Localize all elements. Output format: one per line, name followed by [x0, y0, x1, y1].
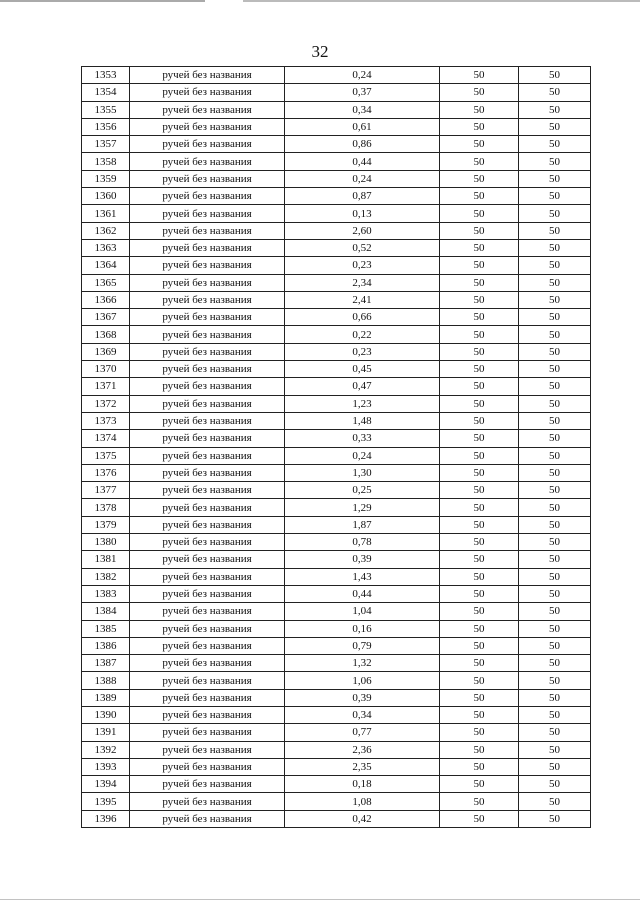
stream-name-cell: ручей без названия: [130, 291, 285, 308]
value-cell-1: 50: [440, 257, 519, 274]
stream-name-cell: ручей без названия: [130, 188, 285, 205]
value-cell-1: 50: [440, 84, 519, 101]
length-cell: 0,25: [285, 482, 440, 499]
value-cell-2: 50: [519, 326, 591, 343]
value-cell-1: 50: [440, 776, 519, 793]
table-row: [82, 153, 591, 170]
stream-name-cell: ручей без названия: [130, 706, 285, 723]
length-cell: 0,37: [285, 84, 440, 101]
row-number-cell: 1396: [82, 810, 130, 827]
row-number-cell: 1361: [82, 205, 130, 222]
value-cell-2: 50: [519, 361, 591, 378]
length-cell: 0,34: [285, 101, 440, 118]
length-cell: 0,16: [285, 620, 440, 637]
value-cell-1: 50: [440, 274, 519, 291]
value-cell-1: 50: [440, 534, 519, 551]
row-number-cell: 1358: [82, 153, 130, 170]
row-number-cell: 1384: [82, 603, 130, 620]
table-row: [82, 309, 591, 326]
value-cell-1: 50: [440, 758, 519, 775]
table-row: [82, 257, 591, 274]
value-cell-2: 50: [519, 482, 591, 499]
value-cell-2: 50: [519, 101, 591, 118]
value-cell-1: 50: [440, 603, 519, 620]
table-row: [82, 343, 591, 360]
value-cell-1: 50: [440, 170, 519, 187]
value-cell-1: 50: [440, 724, 519, 741]
value-cell-1: 50: [440, 153, 519, 170]
stream-name-cell: ручей без названия: [130, 551, 285, 568]
row-number-cell: 1393: [82, 758, 130, 775]
row-number-cell: 1368: [82, 326, 130, 343]
length-cell: 0,39: [285, 551, 440, 568]
value-cell-1: 50: [440, 551, 519, 568]
value-cell-2: 50: [519, 188, 591, 205]
table-row: [82, 239, 591, 256]
row-number-cell: 1354: [82, 84, 130, 101]
stream-name-cell: ручей без названия: [130, 136, 285, 153]
length-cell: 0,34: [285, 706, 440, 723]
row-number-cell: 1364: [82, 257, 130, 274]
value-cell-2: 50: [519, 464, 591, 481]
value-cell-2: 50: [519, 810, 591, 827]
value-cell-1: 50: [440, 412, 519, 429]
table-row: [82, 222, 591, 239]
value-cell-1: 50: [440, 482, 519, 499]
table-row: [82, 395, 591, 412]
scan-bottom-rule: [0, 899, 640, 900]
value-cell-2: 50: [519, 793, 591, 810]
row-number-cell: 1356: [82, 118, 130, 135]
table-row: [82, 101, 591, 118]
length-cell: 0,24: [285, 67, 440, 84]
stream-name-cell: ручей без названия: [130, 672, 285, 689]
value-cell-2: 50: [519, 395, 591, 412]
row-number-cell: 1373: [82, 412, 130, 429]
value-cell-2: 50: [519, 343, 591, 360]
stream-name-cell: ручей без названия: [130, 395, 285, 412]
table-body: [82, 67, 591, 828]
row-number-cell: 1371: [82, 378, 130, 395]
row-number-cell: 1376: [82, 464, 130, 481]
table-row: [82, 274, 591, 291]
value-cell-1: 50: [440, 378, 519, 395]
value-cell-1: 50: [440, 101, 519, 118]
value-cell-2: 50: [519, 136, 591, 153]
row-number-cell: 1381: [82, 551, 130, 568]
row-number-cell: 1378: [82, 499, 130, 516]
length-cell: 0,77: [285, 724, 440, 741]
table-row: [82, 67, 591, 84]
stream-name-cell: ручей без названия: [130, 343, 285, 360]
value-cell-2: 50: [519, 222, 591, 239]
value-cell-2: 50: [519, 724, 591, 741]
table-row: [82, 170, 591, 187]
value-cell-1: 50: [440, 706, 519, 723]
stream-name-cell: ручей без названия: [130, 741, 285, 758]
length-cell: 1,23: [285, 395, 440, 412]
row-number-cell: 1385: [82, 620, 130, 637]
stream-name-cell: ручей без названия: [130, 309, 285, 326]
stream-name-cell: ручей без названия: [130, 430, 285, 447]
row-number-cell: 1389: [82, 689, 130, 706]
value-cell-2: 50: [519, 153, 591, 170]
value-cell-2: 50: [519, 516, 591, 533]
row-number-cell: 1391: [82, 724, 130, 741]
value-cell-1: 50: [440, 361, 519, 378]
value-cell-2: 50: [519, 620, 591, 637]
row-number-cell: 1369: [82, 343, 130, 360]
length-cell: 1,48: [285, 412, 440, 429]
page-number: 32: [311, 42, 329, 61]
value-cell-2: 50: [519, 378, 591, 395]
value-cell-1: 50: [440, 343, 519, 360]
value-cell-2: 50: [519, 741, 591, 758]
length-cell: 1,87: [285, 516, 440, 533]
length-cell: 1,32: [285, 655, 440, 672]
value-cell-1: 50: [440, 568, 519, 585]
value-cell-1: 50: [440, 464, 519, 481]
length-cell: 2,60: [285, 222, 440, 239]
value-cell-1: 50: [440, 222, 519, 239]
stream-name-cell: ручей без названия: [130, 620, 285, 637]
table-row: [82, 84, 591, 101]
stream-name-cell: ручей без названия: [130, 603, 285, 620]
length-cell: 0,23: [285, 257, 440, 274]
value-cell-1: 50: [440, 741, 519, 758]
stream-name-cell: ручей без названия: [130, 655, 285, 672]
value-cell-2: 50: [519, 689, 591, 706]
table-row: [82, 499, 591, 516]
value-cell-2: 50: [519, 499, 591, 516]
value-cell-1: 50: [440, 118, 519, 135]
stream-name-cell: ручей без названия: [130, 724, 285, 741]
value-cell-2: 50: [519, 637, 591, 654]
value-cell-2: 50: [519, 412, 591, 429]
table-row: [82, 430, 591, 447]
row-number-cell: 1388: [82, 672, 130, 689]
table-row: [82, 188, 591, 205]
table-row: [82, 482, 591, 499]
row-number-cell: 1386: [82, 637, 130, 654]
value-cell-2: 50: [519, 257, 591, 274]
length-cell: 0,79: [285, 637, 440, 654]
stream-name-cell: ручей без названия: [130, 689, 285, 706]
stream-name-cell: ручей без названия: [130, 585, 285, 602]
stream-name-cell: ручей без названия: [130, 101, 285, 118]
value-cell-1: 50: [440, 205, 519, 222]
table-row: [82, 205, 591, 222]
row-number-cell: 1379: [82, 516, 130, 533]
value-cell-1: 50: [440, 447, 519, 464]
value-cell-2: 50: [519, 551, 591, 568]
stream-name-cell: ручей без названия: [130, 274, 285, 291]
stream-name-cell: ручей без названия: [130, 118, 285, 135]
stream-name-cell: ручей без названия: [130, 239, 285, 256]
table-row: [82, 637, 591, 654]
value-cell-1: 50: [440, 67, 519, 84]
table-row: [82, 585, 591, 602]
scan-top-rule: [0, 0, 640, 2]
value-cell-1: 50: [440, 395, 519, 412]
value-cell-1: 50: [440, 499, 519, 516]
row-number-cell: 1370: [82, 361, 130, 378]
length-cell: 0,44: [285, 153, 440, 170]
value-cell-2: 50: [519, 430, 591, 447]
stream-name-cell: ручей без названия: [130, 464, 285, 481]
stream-name-cell: ручей без названия: [130, 205, 285, 222]
length-cell: 0,39: [285, 689, 440, 706]
table-row: [82, 534, 591, 551]
value-cell-1: 50: [440, 239, 519, 256]
value-cell-1: 50: [440, 585, 519, 602]
value-cell-1: 50: [440, 291, 519, 308]
length-cell: 0,87: [285, 188, 440, 205]
value-cell-2: 50: [519, 447, 591, 464]
value-cell-2: 50: [519, 603, 591, 620]
row-number-cell: 1392: [82, 741, 130, 758]
length-cell: 0,24: [285, 170, 440, 187]
row-number-cell: 1360: [82, 188, 130, 205]
table-row: [82, 672, 591, 689]
row-number-cell: 1380: [82, 534, 130, 551]
value-cell-2: 50: [519, 776, 591, 793]
value-cell-2: 50: [519, 291, 591, 308]
row-number-cell: 1390: [82, 706, 130, 723]
table-row: [82, 655, 591, 672]
stream-name-cell: ручей без названия: [130, 637, 285, 654]
value-cell-1: 50: [440, 516, 519, 533]
length-cell: 0,66: [285, 309, 440, 326]
table-row: [82, 136, 591, 153]
length-cell: 1,29: [285, 499, 440, 516]
table-row: [82, 603, 591, 620]
table-row: [82, 551, 591, 568]
length-cell: 2,35: [285, 758, 440, 775]
row-number-cell: 1367: [82, 309, 130, 326]
stream-name-cell: ручей без названия: [130, 810, 285, 827]
row-number-cell: 1395: [82, 793, 130, 810]
value-cell-1: 50: [440, 637, 519, 654]
table-row: [82, 118, 591, 135]
length-cell: 0,47: [285, 378, 440, 395]
length-cell: 1,30: [285, 464, 440, 481]
row-number-cell: 1357: [82, 136, 130, 153]
row-number-cell: 1366: [82, 291, 130, 308]
value-cell-2: 50: [519, 170, 591, 187]
table-row: [82, 326, 591, 343]
table-row: [82, 291, 591, 308]
length-cell: 2,41: [285, 291, 440, 308]
value-cell-1: 50: [440, 188, 519, 205]
length-cell: 1,08: [285, 793, 440, 810]
row-number-cell: 1362: [82, 222, 130, 239]
stream-name-cell: ручей без названия: [130, 447, 285, 464]
row-number-cell: 1387: [82, 655, 130, 672]
length-cell: 2,34: [285, 274, 440, 291]
table-row: [82, 378, 591, 395]
value-cell-1: 50: [440, 810, 519, 827]
stream-name-cell: ручей без названия: [130, 222, 285, 239]
length-cell: 0,61: [285, 118, 440, 135]
row-number-cell: 1353: [82, 67, 130, 84]
stream-name-cell: ручей без названия: [130, 793, 285, 810]
value-cell-2: 50: [519, 67, 591, 84]
stream-name-cell: ручей без названия: [130, 361, 285, 378]
length-cell: 0,23: [285, 343, 440, 360]
stream-name-cell: ручей без названия: [130, 257, 285, 274]
length-cell: 1,06: [285, 672, 440, 689]
length-cell: 0,18: [285, 776, 440, 793]
table-row: [82, 758, 591, 775]
stream-name-cell: ручей без названия: [130, 516, 285, 533]
value-cell-2: 50: [519, 706, 591, 723]
length-cell: 0,45: [285, 361, 440, 378]
length-cell: 0,42: [285, 810, 440, 827]
length-cell: 0,44: [285, 585, 440, 602]
stream-name-cell: ручей без названия: [130, 758, 285, 775]
value-cell-1: 50: [440, 136, 519, 153]
row-number-cell: 1375: [82, 447, 130, 464]
stream-name-cell: ручей без названия: [130, 568, 285, 585]
value-cell-1: 50: [440, 672, 519, 689]
row-number-cell: 1365: [82, 274, 130, 291]
value-cell-1: 50: [440, 655, 519, 672]
length-cell: 0,52: [285, 239, 440, 256]
streams-table: [81, 66, 591, 828]
value-cell-2: 50: [519, 568, 591, 585]
table-row: [82, 776, 591, 793]
stream-name-cell: ручей без названия: [130, 482, 285, 499]
value-cell-2: 50: [519, 758, 591, 775]
stream-name-cell: ручей без названия: [130, 378, 285, 395]
length-cell: 2,36: [285, 741, 440, 758]
value-cell-2: 50: [519, 205, 591, 222]
row-number-cell: 1377: [82, 482, 130, 499]
length-cell: 0,86: [285, 136, 440, 153]
table-row: [82, 464, 591, 481]
table-row: [82, 568, 591, 585]
stream-name-cell: ручей без названия: [130, 170, 285, 187]
value-cell-1: 50: [440, 309, 519, 326]
length-cell: 0,33: [285, 430, 440, 447]
value-cell-2: 50: [519, 309, 591, 326]
row-number-cell: 1383: [82, 585, 130, 602]
value-cell-1: 50: [440, 620, 519, 637]
row-number-cell: 1355: [82, 101, 130, 118]
value-cell-1: 50: [440, 689, 519, 706]
row-number-cell: 1363: [82, 239, 130, 256]
value-cell-2: 50: [519, 118, 591, 135]
table-row: [82, 516, 591, 533]
value-cell-1: 50: [440, 793, 519, 810]
table-row: [82, 724, 591, 741]
table-row: [82, 447, 591, 464]
stream-name-cell: ручей без названия: [130, 776, 285, 793]
row-number-cell: 1394: [82, 776, 130, 793]
value-cell-2: 50: [519, 534, 591, 551]
length-cell: 1,04: [285, 603, 440, 620]
row-number-cell: 1382: [82, 568, 130, 585]
table-row: [82, 706, 591, 723]
stream-name-cell: ручей без названия: [130, 534, 285, 551]
value-cell-2: 50: [519, 239, 591, 256]
stream-name-cell: ручей без названия: [130, 412, 285, 429]
length-cell: 0,78: [285, 534, 440, 551]
value-cell-1: 50: [440, 430, 519, 447]
value-cell-2: 50: [519, 672, 591, 689]
length-cell: 0,13: [285, 205, 440, 222]
table-row: [82, 810, 591, 827]
value-cell-2: 50: [519, 655, 591, 672]
value-cell-2: 50: [519, 274, 591, 291]
table-row: [82, 741, 591, 758]
table-row: [82, 620, 591, 637]
row-number-cell: 1374: [82, 430, 130, 447]
stream-name-cell: ручей без названия: [130, 499, 285, 516]
stream-name-cell: ручей без названия: [130, 84, 285, 101]
stream-name-cell: ручей без названия: [130, 67, 285, 84]
length-cell: 1,43: [285, 568, 440, 585]
stream-name-cell: ручей без названия: [130, 326, 285, 343]
table-row: [82, 689, 591, 706]
table-row: [82, 793, 591, 810]
row-number-cell: 1359: [82, 170, 130, 187]
table-row: [82, 361, 591, 378]
value-cell-2: 50: [519, 84, 591, 101]
length-cell: 0,22: [285, 326, 440, 343]
table-row: [82, 412, 591, 429]
row-number-cell: 1372: [82, 395, 130, 412]
value-cell-2: 50: [519, 585, 591, 602]
length-cell: 0,24: [285, 447, 440, 464]
stream-name-cell: ручей без названия: [130, 153, 285, 170]
value-cell-1: 50: [440, 326, 519, 343]
